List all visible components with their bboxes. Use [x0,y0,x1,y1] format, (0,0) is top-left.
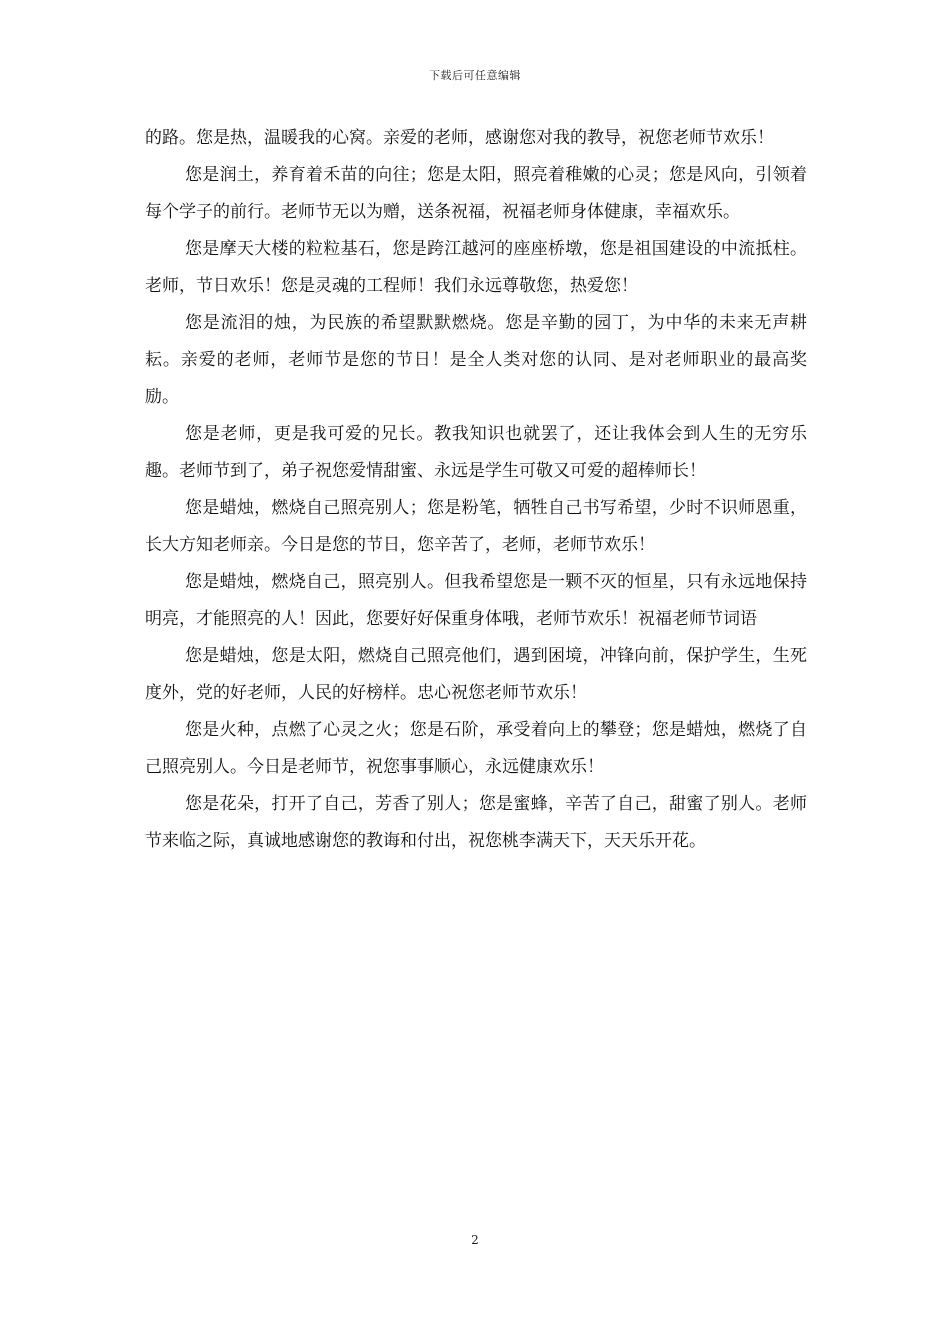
paragraph-3: 您是摩天大楼的粒粒基石，您是跨江越河的座座桥墩，您是祖国建设的中流抵柱。老师，节日欢乐！您是灵魂的工程师！我们永远尊敬您，热爱您！ [145,239,807,296]
document-body [145,120,807,860]
paragraph-8: 您是蜡烛，您是太阳，燃烧自己照亮他们，遇到困境，冲锋向前，保护学生，生死度外，党的好老师，人民的好榜样。忠心祝您老师节欢乐！ [145,646,807,703]
page-number: 2 [471,1233,479,1247]
paragraph-10: 您是花朵，打开了自己，芳香了别人；您是蜜蜂，辛苦了自己，甜蜜了别人。老师节来临之际，真诚地感谢您的教诲和付出，祝您桃李满天下，天天乐开花。 [145,794,807,851]
paragraph-2: 您是润土，养育着禾苗的向往；您是太阳，照亮着稚嫩的心灵；您是风向，引领着每个学子的前行。老师节无以为赠，送条祝福，祝福老师身体健康，幸福欢乐。 [145,165,807,222]
paragraph-9: 您是火种，点燃了心灵之火；您是石阶，承受着向上的攀登；您是蜡烛，燃烧了自己照亮别人。今日是老师节，祝您事事顺心，永远健康欢乐！ [145,720,807,777]
page-header: 下载后可任意编辑 [429,69,521,82]
paragraph-5: 您是老师，更是我可爱的兄长。教我知识也就罢了，还让我体会到人生的无穷乐趣。老师节到了，弟子祝您爱情甜蜜、永远是学生可敬又可爱的超棒师长！ [145,424,807,481]
paragraph-1: 的路。您是热，温暖我的心窝。亲爱的老师，感谢您对我的教导，祝您老师节欢乐！ [145,128,774,148]
paragraph-4: 您是流泪的烛，为民族的希望默默燃烧。您是辛勤的园丁，为中华的未来无声耕耘。亲爱的老师，老师节是您的节日！是全人类对您的认同、是对老师职业的最高奖励。 [145,313,807,407]
paragraph-6: 您是蜡烛，燃烧自己照亮别人；您是粉笔，牺牲自己书写希望，少时不识师恩重，长大方知老师亲。今日是您的节日，您辛苦了，老师，老师节欢乐！ [145,498,807,555]
paragraph-7: 您是蜡烛，燃烧自己，照亮别人。但我希望您是一颗不灭的恒星，只有永远地保持明亮，才能照亮的人！因此，您要好好保重身体哦，老师节欢乐！祝福老师节词语 [145,572,807,629]
